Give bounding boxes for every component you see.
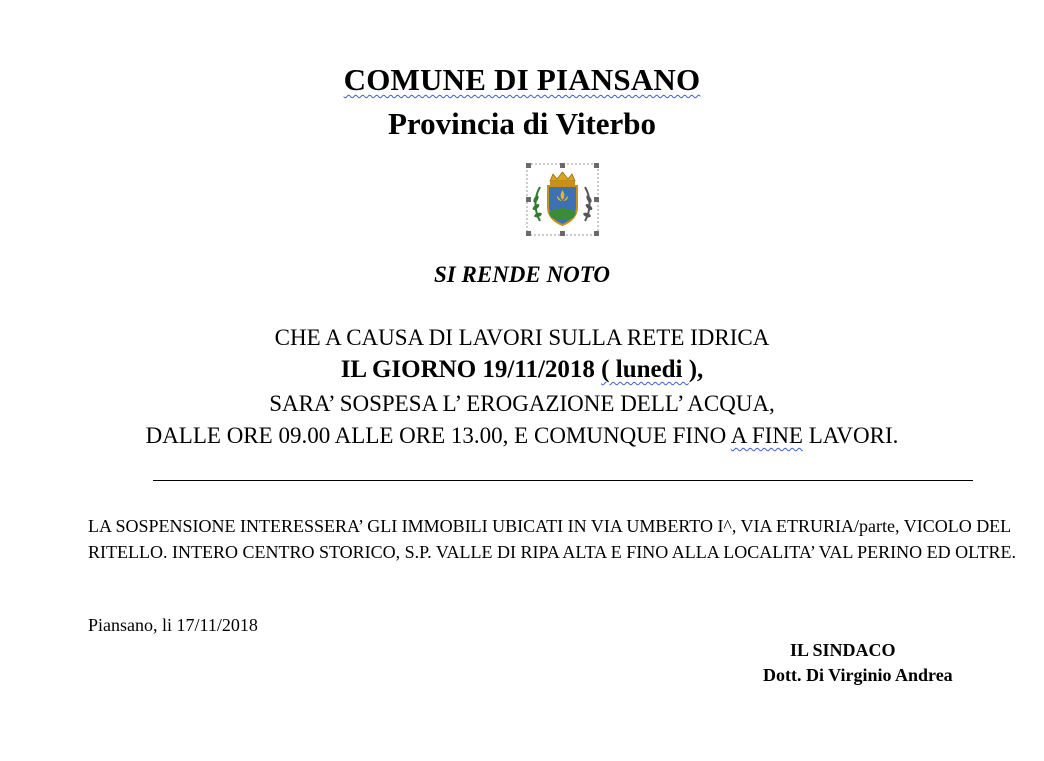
signature-name: Dott. Di Virginio Andrea	[763, 665, 953, 685]
notice-date-suffix: ),	[688, 356, 704, 383]
notice-line-suspension: SARA’ SOSPESA L’ EROGAZIONE DELL’ ACQUA,	[269, 391, 775, 416]
notice-hours-marked: A FINE	[730, 423, 803, 448]
horizontal-divider	[153, 480, 973, 481]
notice-hours-text: DALLE ORE 09.00 ALLE ORE 13.00, E COMUNQUE FINO	[145, 423, 731, 448]
place-date: Piansano, li 17/11/2018	[88, 615, 258, 635]
notice-line-date	[0, 356, 1044, 384]
coat-of-arms-icon	[526, 163, 599, 236]
municipality-title	[0, 62, 1044, 98]
notice-line-cause: CHE A CAUSA DI LAVORI SULLA RETE IDRICA	[274, 325, 770, 350]
province-subtitle: Provincia di Viterbo	[387, 106, 657, 141]
details-paragraph: LA SOSPENSIONE INTERESSERA’ GLI IMMOBILI UBICATI IN VIA UMBERTO I^, VIA ETRURIA/parte, VICOLO DEL RITELLO. INTERO CENTRO STORICO, S.P. VALLE DI RIPA ALTA E FINO ALLA LOCALITA’ VAL PERINO ED OLTRE.	[88, 516, 1017, 562]
notice-heading: SI RENDE NOTO	[434, 262, 610, 287]
signature-title: IL SINDACO	[790, 640, 896, 660]
notice-hours-suffix: LAVORI.	[802, 423, 899, 448]
notice-date-text: IL GIORNO 19/11/2018	[340, 356, 602, 383]
notice-line-hours	[0, 423, 1044, 449]
municipality-name: COMUNE DI PIANSANO	[343, 62, 701, 97]
notice-day-text: ( lunedi	[601, 356, 689, 383]
coat-of-arms-image[interactable]	[526, 163, 599, 236]
